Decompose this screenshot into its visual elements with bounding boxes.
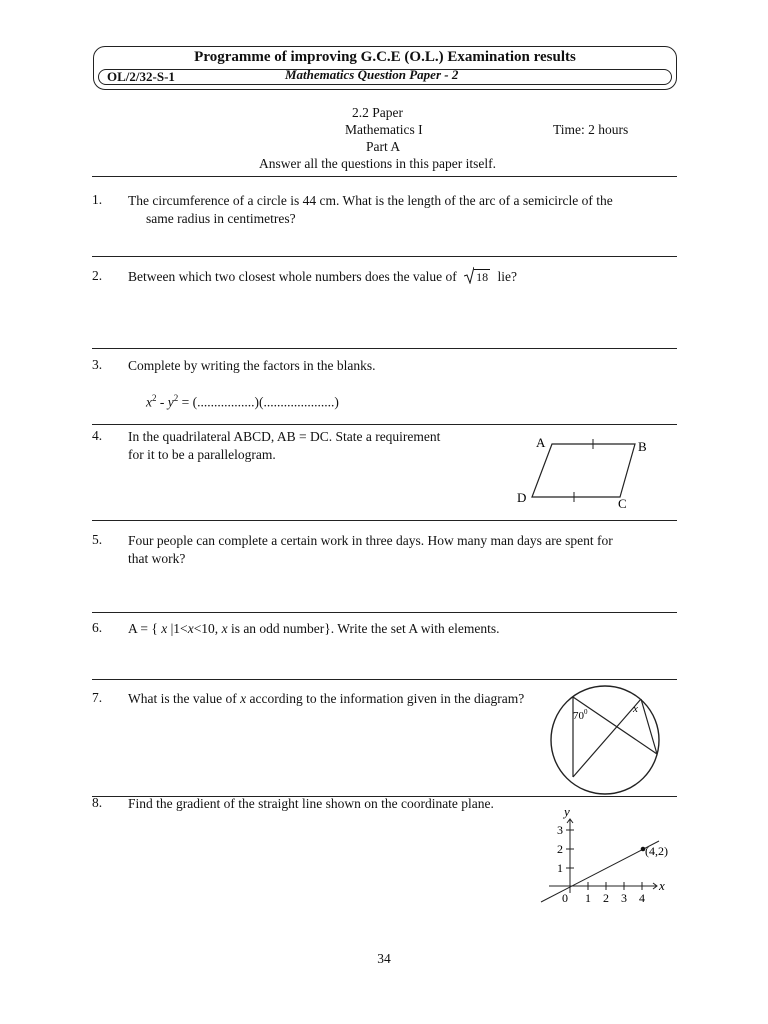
question-line: for it to be a parallelogram. [128,447,276,462]
radicand: 18 [476,270,489,284]
header-title: Programme of improving G.C.E (O.L.) Examination results [194,49,576,65]
operator: - [156,394,168,410]
set-text: A = { [128,621,162,636]
var-x: x [221,621,228,636]
x-tick-label: 0 [562,891,568,905]
vertex-label-d: D [517,490,527,505]
question-1-text [128,192,613,228]
quadrilateral-diagram [510,432,660,512]
exponent: 2 [152,393,157,403]
quadrilateral-shape [532,444,635,497]
question-number: 3. [92,357,103,372]
var-x: x [161,621,168,636]
coordinate-plane [535,803,675,908]
question-line: same radius in centimetres? [146,211,296,226]
divider [92,520,677,521]
question-number: 2. [92,268,103,283]
chord [573,697,657,754]
vertex-label-b: B [638,439,647,454]
question-line: Four people can complete a certain work in three days. How many man days are spent for [128,533,613,548]
x-tick-label: 3 [621,891,627,905]
header-box [93,46,677,90]
question-number: 5. [92,532,103,547]
question-4-text [128,428,440,464]
x-tick-label: 4 [639,891,645,905]
var-x: x [240,691,247,706]
paper-code: OL/2/32-S-1 [107,69,175,84]
question-line: In the quadrilateral ABCD, AB = DC. State a requirement [128,429,441,444]
question-number: 7. [92,690,103,705]
question-text: Between which two closest whole numbers does the value of [128,269,457,284]
question-number: 1. [92,192,103,207]
question-number: 4. [92,428,103,443]
question-5-text [128,532,613,568]
set-text: is an odd number}. Write the set A with elements. [227,621,500,636]
y-tick-label: 1 [557,861,563,875]
angle-variable: x [633,703,638,715]
set-text: <10, [193,621,222,636]
question-text: What is the value of [128,691,241,706]
y-axis-label: y [564,804,570,819]
page-number: 34 [377,951,391,966]
divider [92,348,677,349]
question-2-text [128,268,517,286]
x-tick-label: 2 [603,891,609,905]
x-axis-label: x [659,878,665,893]
header-subbar [98,69,672,85]
vertex-label-c: C [618,496,627,511]
angle-label: $70^0$ [573,708,588,722]
y-tick-label: 3 [557,823,563,837]
paper-time: Time: 2 hours [553,122,629,137]
x-tick-label: 1 [585,891,591,905]
circle-diagram [548,684,664,796]
sqrt-expression [464,268,490,286]
var-y: y [167,394,174,410]
question-line: that work? [128,551,186,566]
radical-sign-icon [464,266,474,284]
divider [92,679,677,680]
vertex-label-a: A [536,435,546,450]
point-label: (4,2) [645,844,668,858]
factor-expression [146,393,339,411]
paper-instruction: Answer all the questions in this paper itself. [259,156,496,171]
paper-subject: Mathematics I [345,122,423,137]
divider [92,424,677,425]
question-number: 8. [92,795,103,810]
y-tick-label: 2 [557,842,563,856]
question-6-text [128,620,499,638]
paper-subtitle: Mathematics Question Paper - 2 [285,67,459,82]
question-text: according to the information given in the diagram? [246,691,525,706]
divider [92,612,677,613]
chord [641,699,657,754]
var-x: x [187,621,194,636]
question-7-text [128,690,524,708]
exponent: 2 [173,393,179,403]
divider [92,256,677,257]
divider [92,176,677,177]
question-text: lie? [497,269,518,284]
set-text: |1< [167,621,188,636]
var-x: x [146,394,152,410]
question-number: 6. [92,620,103,635]
answer-blanks: = (.................)(.....................) [178,394,339,410]
question-line: The circumference of a circle is 44 cm. What is the length of the arc of a semicircle of the [128,193,613,208]
question-3-text: Complete by writing the factors in the blanks. [128,358,376,373]
paper-part: Part A [366,139,401,154]
question-8-text: Find the gradient of the straight line shown on the coordinate plane. [128,796,494,811]
paper-section: 2.2 Paper [352,105,403,120]
